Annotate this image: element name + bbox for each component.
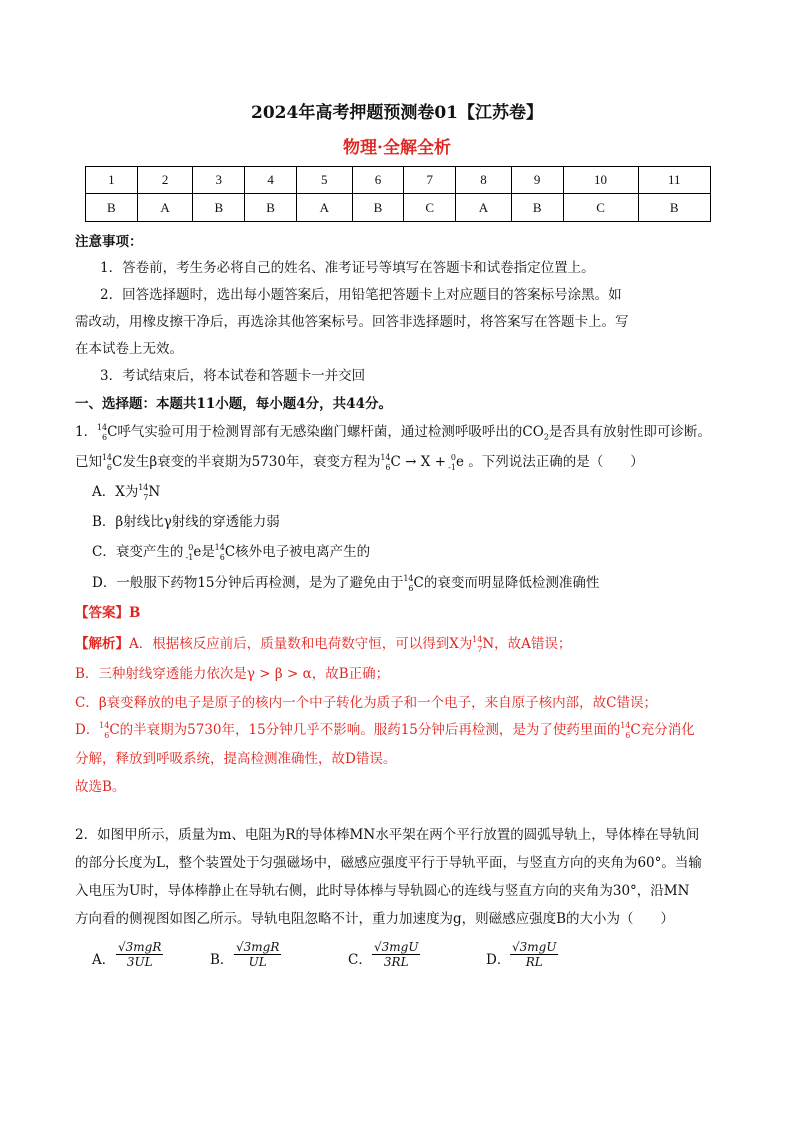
q1-analysis-line-1: 【解析】A．根据核反应前后，质量数和电荷数守恒，可以得到X为 14 7 N，故A错误； xyxy=(75,634,572,654)
q1-analysis-line-4: D． 14 6 C的半衰期为5730年，15分钟几乎不影响。服药15分钟后再检测，是为了使药里面的 14 6 C充分消化 xyxy=(75,720,695,740)
isotope-c14: 14 6 xyxy=(214,542,225,562)
q2-line-1: 2．如图甲所示，质量为m、电阻为R的导体棒MN水平架在两个平行放置的圆弧导轨上，导体棒在导轨间 xyxy=(75,827,700,843)
answer-cell: B xyxy=(86,194,138,222)
question-number-cell: 2 xyxy=(137,167,193,194)
q1-line-2c: C → X + xyxy=(390,454,446,470)
q1-option-c: C．衰变产生的 0 -1 e是 14 6 C核外电子被电离产生的 xyxy=(92,542,371,562)
note-2-line-1: 2．回答选择题时，选出每小题答案后，用铅笔把答题卡上对应题目的答案标号涂黑。如 xyxy=(100,287,622,303)
isotope-electron: 0 -1 xyxy=(448,452,456,472)
page-subtitle: 物理·全解全析 xyxy=(343,138,451,158)
question-number-cell: 4 xyxy=(245,167,297,194)
q1-option-d: D．一般服下药物15分钟后再检测，是为了避免由于 14 6 C的衰变而明显降低检测准确性 xyxy=(92,573,600,593)
q1-option-b: B．β射线比γ射线的穿透能力弱 xyxy=(92,514,280,530)
q1-line-1-text: C呼气实验可用于检测胃部有无感染幽门螺杆菌，通过检测呼吸呼出的CO xyxy=(107,424,544,440)
question-number-cell: 7 xyxy=(404,167,456,194)
q2-choice-d-fraction: √3mgU RL xyxy=(512,940,557,969)
question-number-cell: 1 xyxy=(86,167,138,194)
isotope-electron: 0 -1 xyxy=(185,542,194,562)
question-number-cell: 11 xyxy=(638,167,710,194)
co2-subscript: 2 xyxy=(543,432,549,442)
q2-choice-a-fraction: √3mgR 3UL xyxy=(118,940,162,969)
q2-choices: A． √3mgR 3UL B． √3mgR UL C． √3mgU 3RL D． √3mgU RL xyxy=(92,940,557,969)
answer-cell: C xyxy=(563,194,638,222)
answer-cell: B xyxy=(511,194,563,222)
isotope-c14: 14 6 xyxy=(101,452,112,472)
q2-line-2: 的部分长度为L，整个装置处于匀强磁场中，磁感应强度平行于导轨平面，与竖直方向的夹角为60°。当输 xyxy=(75,855,702,871)
answer-table-number-row xyxy=(86,167,711,194)
question-number-cell: 6 xyxy=(352,167,404,194)
question-number-cell: 10 xyxy=(563,167,638,194)
q2-choice-c-fraction: √3mgU 3RL xyxy=(374,940,419,969)
q1-line-2a: 已知 xyxy=(75,454,102,470)
q1-analysis-line-5: 分解，释放到呼吸系统，提高检测准确性，故D错误。 xyxy=(75,751,397,767)
q1-number: 1． xyxy=(75,424,98,440)
q1-analysis-line-3: C．β衰变释放的电子是原子的核内一个中子转化为质子和一个电子，来自原子核内部，故C错误； xyxy=(75,695,657,711)
q1-analysis-line-2: B．三种射线穿透能力依次是γ > β > α，故B正确； xyxy=(75,666,390,682)
q1-line-2d: e 。下列说法正确的是（ ） xyxy=(455,454,644,470)
isotope-c14: 14 6 xyxy=(620,720,631,740)
q1-option-a: A．X为 14 7 N xyxy=(92,482,161,502)
note-3: 3．考试结束后，将本试卷和答题卡一并交回 xyxy=(100,368,366,384)
answer-cell: B xyxy=(245,194,297,222)
question-number-cell: 9 xyxy=(511,167,563,194)
note-1: 1．答卷前，考生务必将自己的姓名、准考证号等填写在答题卡和试卷指定位置上。 xyxy=(100,260,595,276)
answer-cell: A xyxy=(456,194,512,222)
isotope-c14: 14 6 xyxy=(403,573,414,593)
q1-line-2 xyxy=(75,452,644,472)
note-2-line-3: 在本试卷上无效。 xyxy=(75,341,183,357)
isotope-c14: 14 6 xyxy=(96,422,108,442)
answer-cell: B xyxy=(193,194,245,222)
section-heading: 一、选择题：本题共11小题，每小题4分，共44分。 xyxy=(75,396,392,412)
answer-table xyxy=(85,166,711,222)
isotope-c14: 14 6 xyxy=(99,720,110,740)
notes-heading: 注意事项： xyxy=(75,234,143,250)
answer-cell: B xyxy=(638,194,710,222)
q2-choice-b-fraction: √3mgR UL xyxy=(236,940,280,969)
isotope-n14: 14 7 xyxy=(138,482,149,502)
answer-table-answer-row xyxy=(86,194,711,222)
q1-analysis-line-6: 故选B。 xyxy=(75,779,126,795)
q1-line-2b: C发生β衰变的半衰期为5730年，衰变方程为 xyxy=(112,454,381,470)
answer-cell: B xyxy=(352,194,404,222)
q2-line-3: 入电压为U时，导体棒静止在导轨右侧，此时导体棒与导轨圆心的连线与竖直方向的夹角为30°，沿MN xyxy=(75,883,690,899)
isotope-n14: 14 7 xyxy=(472,634,483,654)
isotope-c14: 14 6 xyxy=(380,452,391,472)
q2-line-4: 方向看的侧视图如图乙所示。导轨电阻忽略不计，重力加速度为g，则磁感应强度B的大小为（ ） xyxy=(75,911,675,927)
q1-line-1 xyxy=(75,422,711,448)
question-number-cell: 5 xyxy=(296,167,352,194)
answer-cell: A xyxy=(137,194,193,222)
page-title: 2024年高考押题预测卷01【江苏卷】 xyxy=(251,103,543,123)
q1-line-1-end: 是否具有放射性即可诊断。 xyxy=(548,424,711,440)
answer-cell: A xyxy=(296,194,352,222)
note-2-line-2: 需改动，用橡皮擦干净后，再选涂其他答案标号。回答非选择题时，将答案写在答题卡上。写 xyxy=(75,314,629,330)
question-number-cell: 8 xyxy=(456,167,512,194)
question-number-cell: 3 xyxy=(193,167,245,194)
q1-answer: 【答案】B xyxy=(75,605,141,621)
answer-cell: C xyxy=(404,194,456,222)
